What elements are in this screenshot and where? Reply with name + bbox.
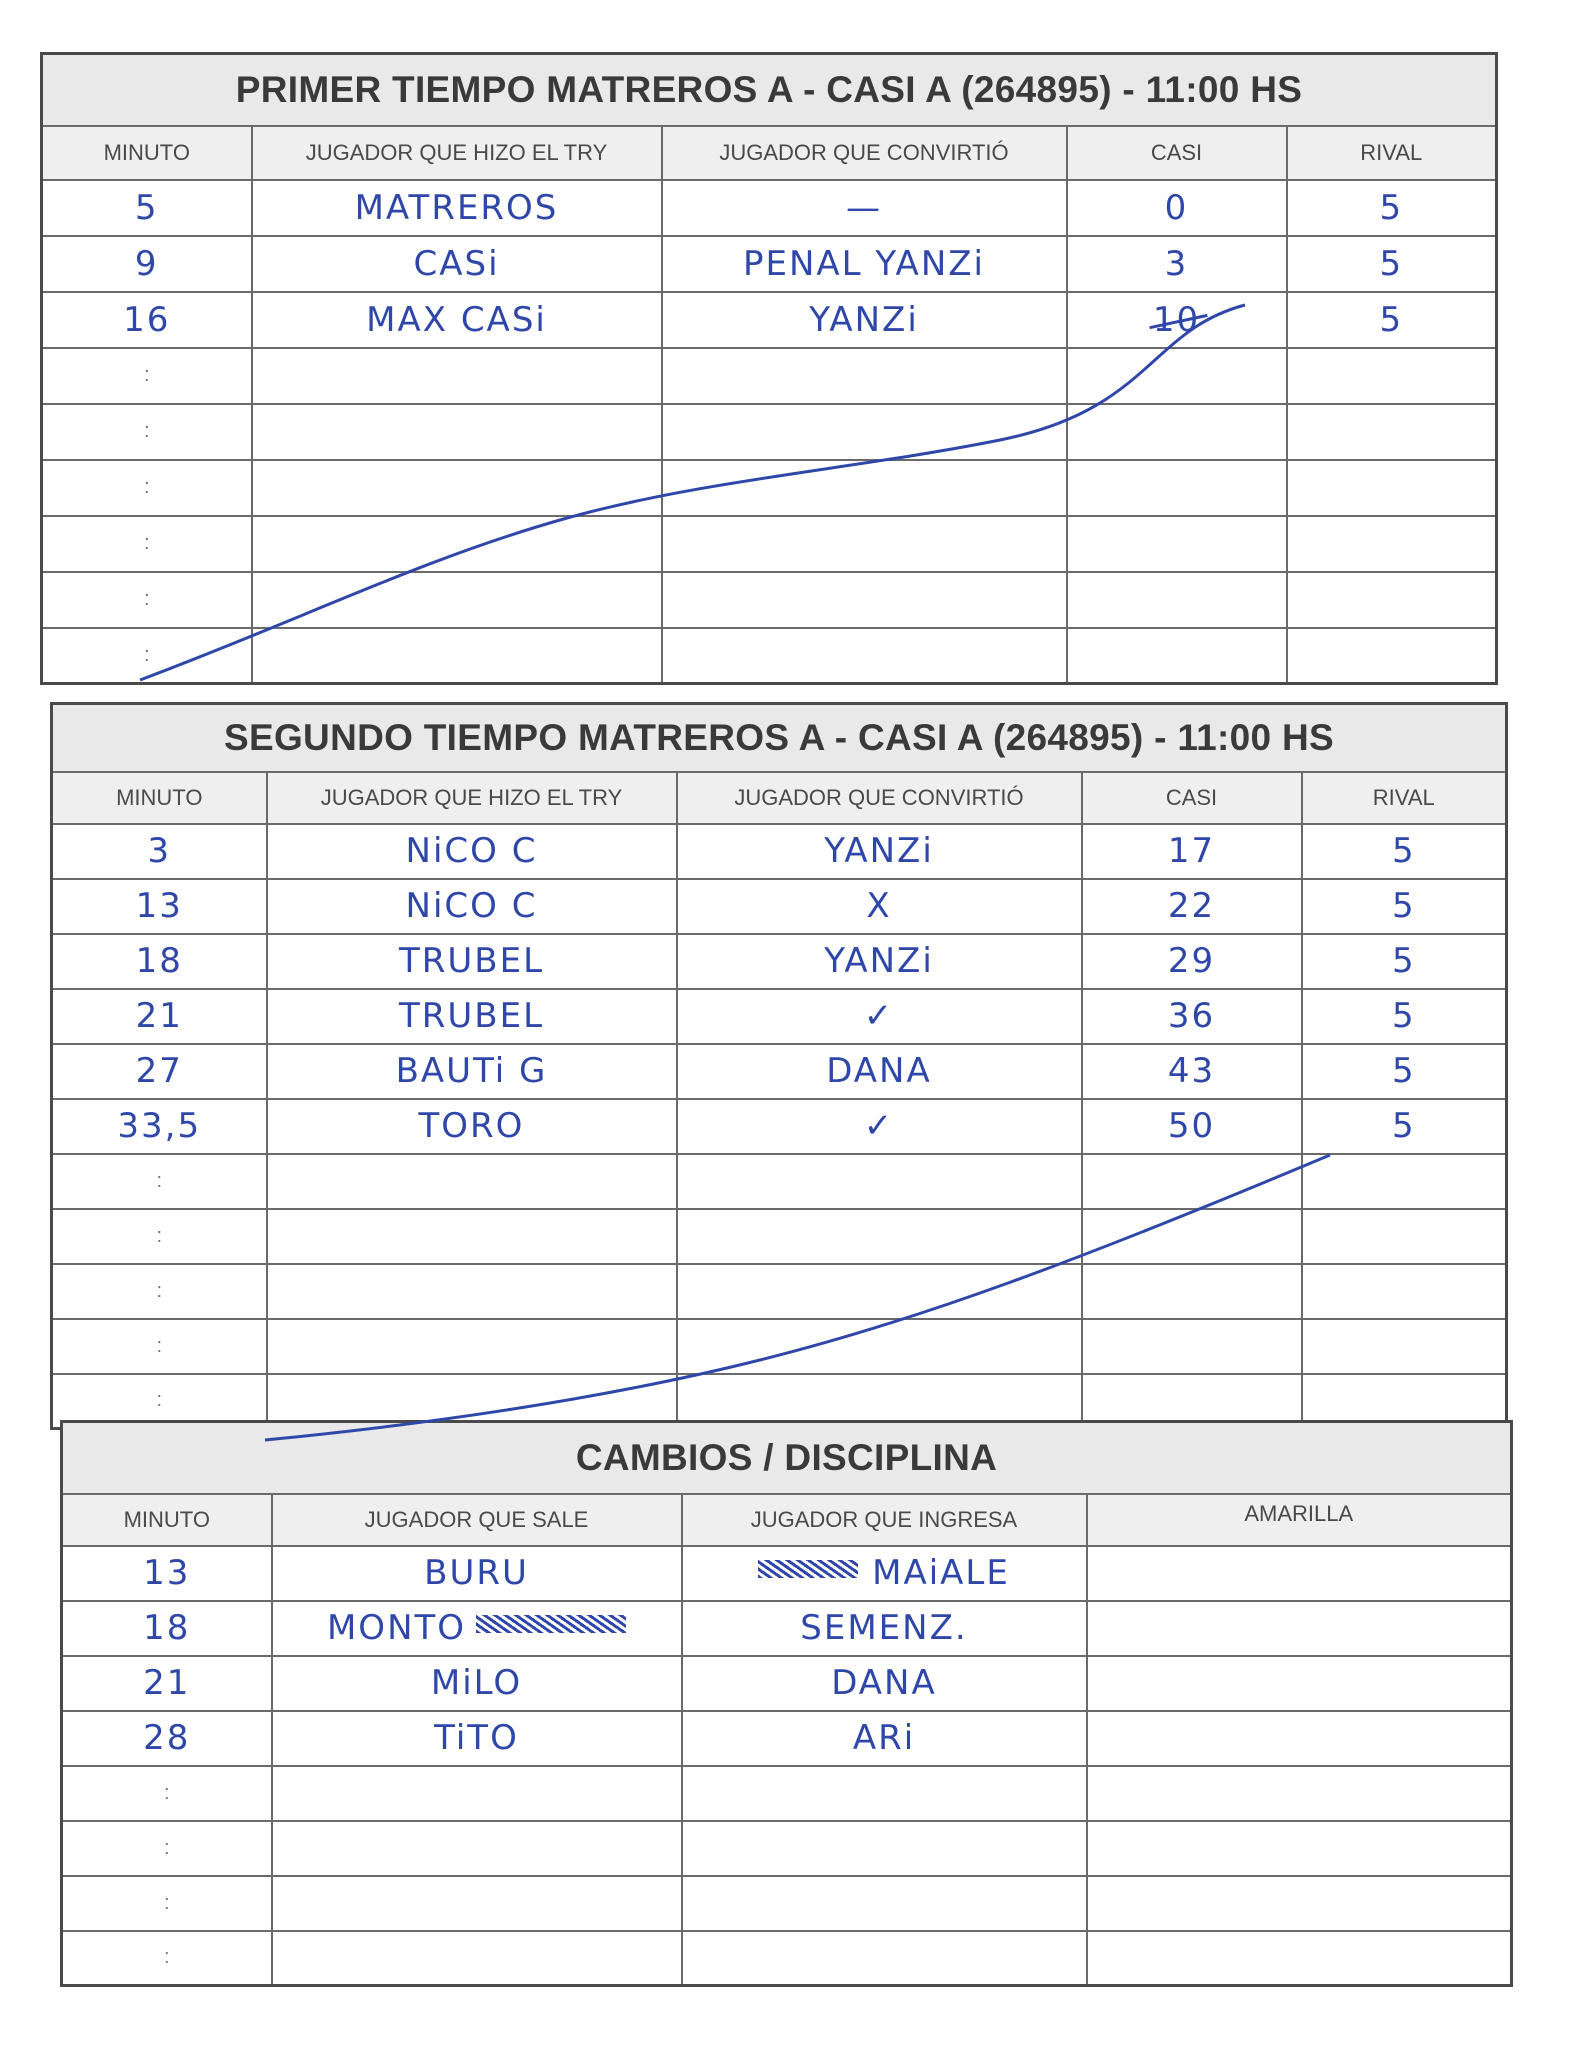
casi-score-cell: 22 bbox=[1082, 879, 1302, 934]
casi-score-cell bbox=[1067, 348, 1287, 404]
converter-cell: — bbox=[662, 180, 1067, 236]
player-in-name: MAiALE bbox=[872, 1553, 1010, 1593]
minute-cell: : bbox=[52, 1374, 267, 1429]
player-in-name: ARi bbox=[852, 1718, 916, 1758]
table-row bbox=[42, 292, 1497, 348]
rival-score-cell: 5 bbox=[1287, 236, 1497, 292]
table-row bbox=[52, 934, 1507, 989]
try-scorer-cell bbox=[267, 1319, 677, 1374]
minute-cell: 28 bbox=[62, 1711, 272, 1766]
player-out-cell bbox=[272, 1821, 682, 1876]
player-in-cell bbox=[682, 1931, 1087, 1986]
table-row bbox=[42, 404, 1497, 460]
converter-cell: ✓ bbox=[677, 1099, 1082, 1154]
rival-score-cell: 5 bbox=[1302, 934, 1507, 989]
rival-score-cell bbox=[1287, 628, 1497, 684]
casi-score-cell bbox=[1067, 628, 1287, 684]
converter-cell bbox=[662, 628, 1067, 684]
first-half-table bbox=[40, 52, 1498, 685]
casi-score-cell bbox=[1067, 404, 1287, 460]
rival-score-cell: 5 bbox=[1302, 824, 1507, 879]
table-row bbox=[52, 1264, 1507, 1319]
player-in-name: SEMENZ. bbox=[800, 1608, 968, 1648]
converter-cell bbox=[677, 1209, 1082, 1264]
try-scorer-cell: MAX CASi bbox=[252, 292, 662, 348]
player-out-cell bbox=[272, 1656, 682, 1711]
minute-cell: 21 bbox=[52, 989, 267, 1044]
scribbled-out-text bbox=[476, 1609, 626, 1639]
converter-cell: DANA bbox=[677, 1044, 1082, 1099]
table-row bbox=[52, 1154, 1507, 1209]
player-in-cell bbox=[682, 1876, 1087, 1931]
minute-cell: : bbox=[52, 1264, 267, 1319]
yellow-card-cell bbox=[1087, 1546, 1512, 1601]
casi-score-cell: 29 bbox=[1082, 934, 1302, 989]
converter-cell: YANZi bbox=[662, 292, 1067, 348]
try-scorer-cell bbox=[267, 1264, 677, 1319]
try-scorer-cell bbox=[252, 516, 662, 572]
casi-score-cell: 0 bbox=[1067, 180, 1287, 236]
casi-score-cell: 17 bbox=[1082, 824, 1302, 879]
header-converter: JUGADOR QUE CONVIRTIÓ bbox=[677, 772, 1082, 824]
try-scorer-cell bbox=[252, 460, 662, 516]
try-scorer-cell: TRUBEL bbox=[267, 989, 677, 1044]
yellow-card-cell bbox=[1087, 1766, 1512, 1821]
try-scorer-cell: TRUBEL bbox=[267, 934, 677, 989]
header-try-scorer: JUGADOR QUE HIZO EL TRY bbox=[252, 126, 662, 180]
minute-cell: : bbox=[62, 1821, 272, 1876]
first-half-title: PRIMER TIEMPO MATREROS A - CASI A (264895) - 11:00 HS bbox=[42, 54, 1497, 126]
try-scorer-cell bbox=[252, 628, 662, 684]
scribbled-out-text bbox=[758, 1554, 858, 1584]
player-out-name: MONTO bbox=[326, 1608, 467, 1648]
player-out-name: BURU bbox=[424, 1553, 529, 1593]
second-half-title: SEGUNDO TIEMPO MATREROS A - CASI A (264895) - 11:00 HS bbox=[52, 704, 1507, 772]
casi-score-cell: 43 bbox=[1082, 1044, 1302, 1099]
yellow-card-cell bbox=[1087, 1821, 1512, 1876]
yellow-card-cell bbox=[1087, 1931, 1512, 1986]
converter-cell bbox=[662, 460, 1067, 516]
casi-score-cell: 50 bbox=[1082, 1099, 1302, 1154]
minute-cell: 13 bbox=[62, 1546, 272, 1601]
rival-score-cell: 5 bbox=[1287, 292, 1497, 348]
minute-cell: : bbox=[42, 404, 252, 460]
yellow-card-cell bbox=[1087, 1601, 1512, 1656]
crossed-out-score: 10 bbox=[1152, 299, 1201, 340]
converter-cell bbox=[677, 1319, 1082, 1374]
table-row bbox=[42, 516, 1497, 572]
minute-cell: 9 bbox=[42, 236, 252, 292]
table-row bbox=[62, 1931, 1512, 1986]
minute-cell: 18 bbox=[52, 934, 267, 989]
player-out-cell bbox=[272, 1876, 682, 1931]
header-player-in: JUGADOR QUE INGRESA bbox=[682, 1494, 1087, 1546]
try-scorer-cell: BAUTi G bbox=[267, 1044, 677, 1099]
casi-score-cell bbox=[1082, 1154, 1302, 1209]
player-out-cell bbox=[272, 1766, 682, 1821]
try-scorer-cell bbox=[267, 1209, 677, 1264]
rival-score-cell bbox=[1287, 572, 1497, 628]
player-out-name: TiTO bbox=[434, 1718, 519, 1758]
rival-score-cell bbox=[1302, 1264, 1507, 1319]
casi-score-cell bbox=[1082, 1209, 1302, 1264]
rival-score-cell bbox=[1287, 516, 1497, 572]
player-in-cell bbox=[682, 1711, 1087, 1766]
table-row bbox=[62, 1766, 1512, 1821]
minute-cell: : bbox=[62, 1931, 272, 1986]
casi-score-cell: 3 bbox=[1067, 236, 1287, 292]
second-half-rows bbox=[52, 824, 1507, 1429]
minute-cell: : bbox=[42, 516, 252, 572]
try-scorer-cell: NiCO C bbox=[267, 879, 677, 934]
table-row bbox=[62, 1546, 1512, 1601]
player-in-cell bbox=[682, 1656, 1087, 1711]
header-player-out: JUGADOR QUE SALE bbox=[272, 1494, 682, 1546]
converter-cell bbox=[662, 572, 1067, 628]
casi-score-cell bbox=[1067, 292, 1287, 348]
converter-cell: X bbox=[677, 879, 1082, 934]
table-row bbox=[42, 236, 1497, 292]
rival-score-cell bbox=[1302, 1209, 1507, 1264]
rival-score-cell bbox=[1302, 1319, 1507, 1374]
changes-title: CAMBIOS / DISCIPLINA bbox=[62, 1422, 1512, 1494]
try-scorer-cell: CASi bbox=[252, 236, 662, 292]
player-in-cell bbox=[682, 1601, 1087, 1656]
try-scorer-cell bbox=[267, 1154, 677, 1209]
casi-score-cell bbox=[1082, 1319, 1302, 1374]
player-out-name: MiLO bbox=[430, 1663, 523, 1703]
table-row bbox=[52, 824, 1507, 879]
minute-cell: : bbox=[52, 1209, 267, 1264]
header-minute: MINUTO bbox=[52, 772, 267, 824]
rival-score-cell bbox=[1302, 1154, 1507, 1209]
minute-cell: 27 bbox=[52, 1044, 267, 1099]
table-row bbox=[62, 1876, 1512, 1931]
table-row bbox=[62, 1711, 1512, 1766]
minute-cell: 5 bbox=[42, 180, 252, 236]
minute-cell: 13 bbox=[52, 879, 267, 934]
table-row bbox=[42, 348, 1497, 404]
header-casi: CASI bbox=[1082, 772, 1302, 824]
rival-score-cell: 5 bbox=[1302, 1099, 1507, 1154]
converter-cell bbox=[662, 404, 1067, 460]
yellow-card-cell bbox=[1087, 1876, 1512, 1931]
table-row bbox=[42, 572, 1497, 628]
minute-cell: : bbox=[42, 348, 252, 404]
rival-score-cell: 5 bbox=[1302, 1044, 1507, 1099]
player-out-cell bbox=[272, 1931, 682, 1986]
player-in-cell bbox=[682, 1821, 1087, 1876]
player-in-name: DANA bbox=[831, 1663, 937, 1703]
changes-rows bbox=[62, 1546, 1512, 1986]
rival-score-cell bbox=[1287, 348, 1497, 404]
table-row bbox=[42, 180, 1497, 236]
player-out-cell bbox=[272, 1711, 682, 1766]
converter-cell bbox=[677, 1154, 1082, 1209]
converter-cell: ✓ bbox=[677, 989, 1082, 1044]
minute-cell: : bbox=[52, 1154, 267, 1209]
yellow-card-cell bbox=[1087, 1656, 1512, 1711]
casi-score-cell: 36 bbox=[1082, 989, 1302, 1044]
header-rival: RIVAL bbox=[1287, 126, 1497, 180]
try-scorer-cell bbox=[252, 572, 662, 628]
minute-cell: : bbox=[62, 1766, 272, 1821]
player-in-cell bbox=[682, 1766, 1087, 1821]
minute-cell: 16 bbox=[42, 292, 252, 348]
header-try-scorer: JUGADOR QUE HIZO EL TRY bbox=[267, 772, 677, 824]
table-row bbox=[52, 989, 1507, 1044]
header-minute: MINUTO bbox=[62, 1494, 272, 1546]
header-yellow-card: AMARILLA bbox=[1087, 1494, 1512, 1546]
table-row bbox=[52, 1209, 1507, 1264]
changes-table bbox=[60, 1420, 1513, 1987]
converter-cell bbox=[677, 1264, 1082, 1319]
converter-cell: PENAL YANZi bbox=[662, 236, 1067, 292]
minute-cell: : bbox=[42, 628, 252, 684]
first-half-rows bbox=[42, 180, 1497, 684]
converter-cell: YANZi bbox=[677, 824, 1082, 879]
minute-cell: 21 bbox=[62, 1656, 272, 1711]
converter-cell bbox=[662, 348, 1067, 404]
table-row bbox=[42, 628, 1497, 684]
header-casi: CASI bbox=[1067, 126, 1287, 180]
header-converter: JUGADOR QUE CONVIRTIÓ bbox=[662, 126, 1067, 180]
rival-score-cell: 5 bbox=[1302, 989, 1507, 1044]
player-out-cell bbox=[272, 1546, 682, 1601]
try-scorer-cell bbox=[252, 348, 662, 404]
table-row bbox=[42, 460, 1497, 516]
table-row bbox=[52, 879, 1507, 934]
second-half-table bbox=[50, 702, 1508, 1430]
casi-score-cell bbox=[1067, 572, 1287, 628]
table-row bbox=[52, 1319, 1507, 1374]
minute-cell: : bbox=[42, 572, 252, 628]
minute-cell: : bbox=[52, 1319, 267, 1374]
minute-cell: 3 bbox=[52, 824, 267, 879]
try-scorer-cell: TORO bbox=[267, 1099, 677, 1154]
try-scorer-cell: MATREROS bbox=[252, 180, 662, 236]
table-row bbox=[62, 1821, 1512, 1876]
rival-score-cell bbox=[1287, 460, 1497, 516]
minute-cell: : bbox=[42, 460, 252, 516]
minute-cell: 18 bbox=[62, 1601, 272, 1656]
try-scorer-cell: NiCO C bbox=[267, 824, 677, 879]
casi-score-cell bbox=[1067, 460, 1287, 516]
header-minute: MINUTO bbox=[42, 126, 252, 180]
player-out-cell bbox=[272, 1601, 682, 1656]
rival-score-cell bbox=[1287, 404, 1497, 460]
casi-score-cell bbox=[1067, 516, 1287, 572]
player-in-cell bbox=[682, 1546, 1087, 1601]
table-row bbox=[52, 1099, 1507, 1154]
casi-score-cell bbox=[1082, 1264, 1302, 1319]
table-row bbox=[62, 1656, 1512, 1711]
table-row bbox=[52, 1044, 1507, 1099]
rival-score-cell: 5 bbox=[1302, 879, 1507, 934]
try-scorer-cell bbox=[252, 404, 662, 460]
minute-cell: : bbox=[62, 1876, 272, 1931]
converter-cell bbox=[662, 516, 1067, 572]
header-rival: RIVAL bbox=[1302, 772, 1507, 824]
table-row bbox=[62, 1601, 1512, 1656]
minute-cell: 33,5 bbox=[52, 1099, 267, 1154]
converter-cell: YANZi bbox=[677, 934, 1082, 989]
rival-score-cell: 5 bbox=[1287, 180, 1497, 236]
yellow-card-cell bbox=[1087, 1711, 1512, 1766]
